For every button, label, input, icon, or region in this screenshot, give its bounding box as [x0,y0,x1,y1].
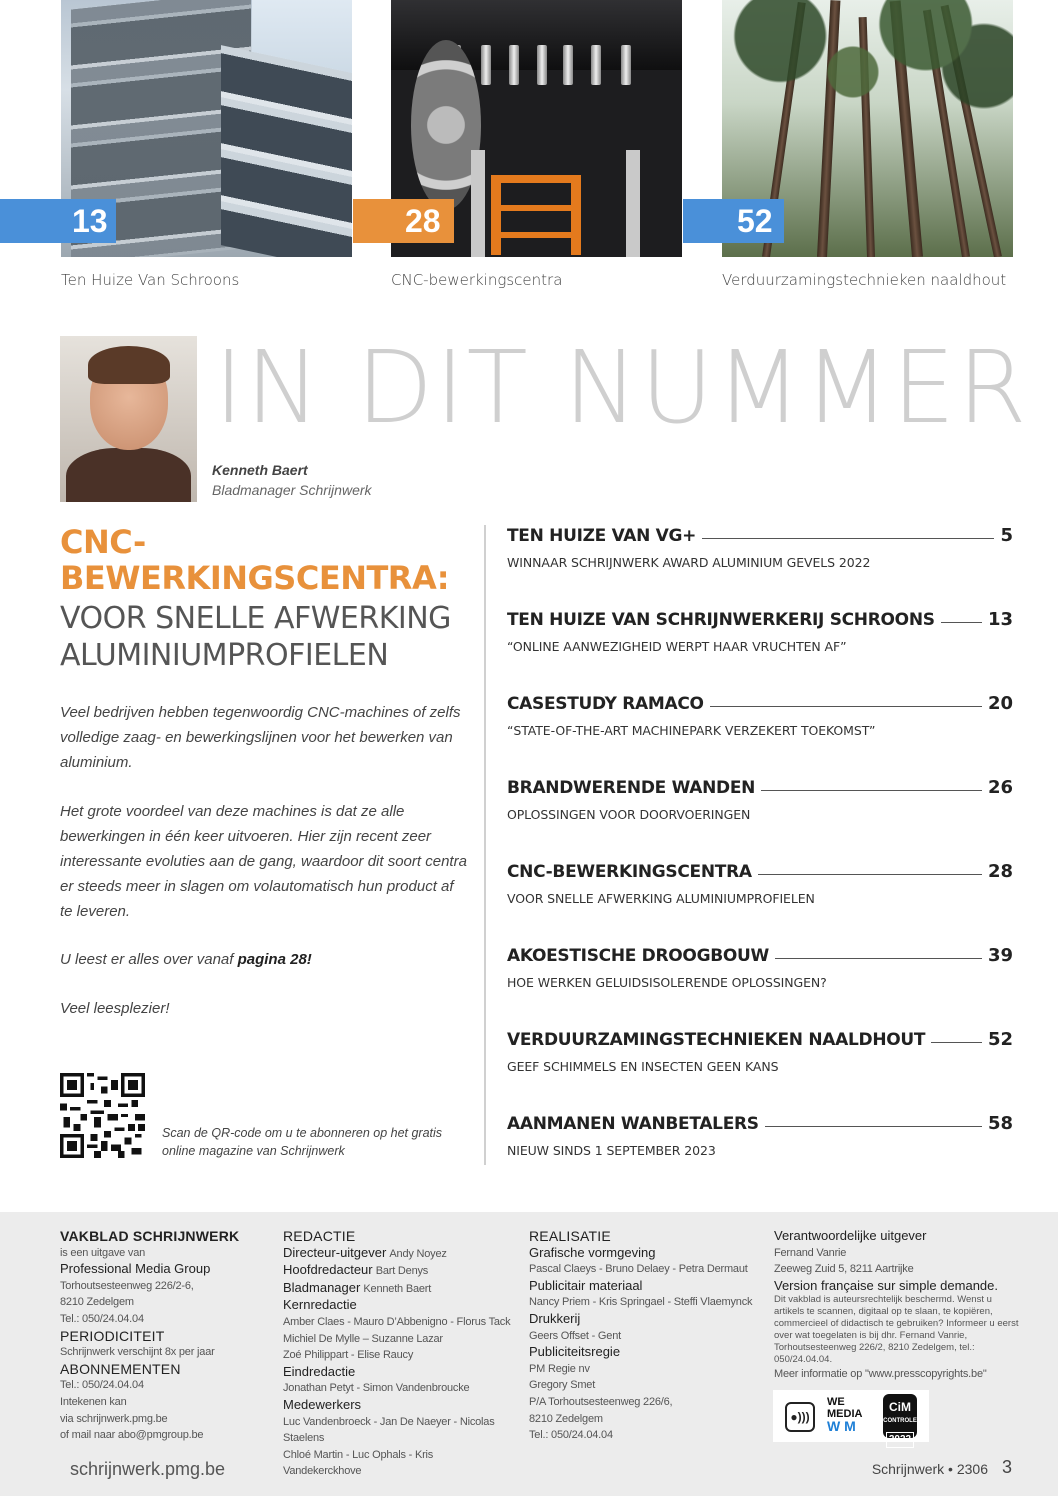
colophon-realisatie: REALISATIE Grafische vormgeving Pascal Claeys - Bruno Delaey - Petra Dermaut Publicitair materiaal Nancy Priem - Kris Springael - Steffi Vlaemynck Drukkerij Geers Offset - Gent Publiciteitsregie PM Regie nv Gregory Smet P/A Torhoutsesteenweg 226/6, 8210 Zedelgem Tel.: 050/24.04.04 [529,1228,753,1442]
feature-caption: Verduurzamingstechnieken naaldhout [722,271,1007,289]
page-badge: 28 [353,199,454,243]
page-title: IN DIT NUMMER [214,329,1029,446]
toc-title: BRANDWERENDE WANDEN [507,778,756,798]
toc-subtitle: “ONLINE AANWEZIGHEID WERPT HAAR VRUCHTEN AF” [507,639,847,654]
toc-page: 20 [987,693,1013,714]
toc-page: 52 [987,1029,1013,1050]
toc-page: 26 [987,777,1013,798]
page-number: 3 [1002,1457,1013,1477]
toc-entry[interactable] [507,945,1013,1005]
toc-entry[interactable] [507,1029,1013,1089]
toc-entry[interactable] [507,693,1013,753]
toc-page: 28 [987,861,1013,882]
colophon-redactie: REDACTIE Directeur-uitgever Andy Noyez Hoofdredacteur Bart Denys Bladmanager Kenneth Baert Kernredactie Amber Claes - Mauro D’Abbenigno - Florus Tack Michiel De Mylle – Suzanne Lazar Zoé Philippart - Elise Raucy Eindredactie Jonathan Petyt - Simon Vandenbroucke Medewerkers Luc Vandenbroeck - Jan De Naeyer - Nicolas Staelens Chloé Martin - Luc Ophals - Kris Vandekerckhove [283,1228,511,1478]
issue-label: Schrijnwerk • 2306 [871,1461,988,1477]
toc-entry[interactable] [507,525,1013,585]
lead-paragraph: Veel leesplezier! [60,1000,170,1017]
cim-logo: CiM CONTROLE 2022 [883,1394,917,1438]
colophon [0,1212,1058,1496]
toc-page: 39 [987,945,1013,966]
toc-title: CASESTUDY RAMACO [507,694,704,714]
toc-subtitle: VOOR SNELLE AFWERKING ALUMINIUMPROFIELEN [507,891,815,906]
toc-divider [484,525,486,1165]
toc-title: AANMANEN WANBETALERS [507,1114,759,1134]
toc-page: 58 [987,1113,1013,1134]
lead-subtitle: VOOR SNELLE AFWERKING ALUMINIUMPROFIELEN [60,601,451,673]
editor-name: Kenneth Baert [212,462,308,478]
toc-entry[interactable] [507,609,1013,669]
toc-page: 5 [1000,525,1013,546]
lead-paragraph: Veel bedrijven hebben tegenwoordig CNC-machines of zelfs volledige zaag- en bewerkingslijnen voor het bewerken van aluminium. [60,704,461,771]
toc-title: CNC-BEWERKINGSCENTRA [507,862,752,882]
toc-subtitle: NIEUW SINDS 1 SEPTEMBER 2023 [507,1143,716,1158]
editor-role: Bladmanager Schrijnwerk [212,482,372,498]
qr-caption: Scan de QR-code om u te abonneren op het gratis online magazine van Schrijnwerk [162,1126,443,1158]
page-link[interactable]: pagina 28! [237,951,312,968]
toc-title: TEN HUIZE VAN SCHRIJNWERKERIJ SCHROONS [507,610,935,630]
qr-code[interactable] [60,1073,145,1158]
toc-page: 13 [987,609,1013,630]
feature-caption: Ten Huize Van Schroons [61,271,240,289]
toc-subtitle: WINNAAR SCHRIJNWERK AWARD ALUMINIUM GEVELS 2022 [507,555,871,570]
toc-entry[interactable] [507,1113,1013,1173]
editor-portrait [60,336,197,502]
toc-subtitle: GEEF SCHIMMELS EN INSECTEN GEEN KANS [507,1059,779,1074]
lead-paragraph: Het grote voordeel van deze machines is dat ze alle bewerkingen in één keer uitvoeren. Hier zijn recent zeer interessante evoluties aan de gang, waardoor dit soort centra er steeds meer in slagen om volautomatisch hun product af te leveren. [60,803,467,920]
website-link[interactable]: schrijnwerk.pmg.be [70,1459,226,1479]
page-badge: 52 [683,199,784,243]
toc-subtitle: “STATE-OF-THE-ART MACHINEPARK VERZEKERT TOEKOMST” [507,723,876,738]
partner-logos [773,1390,929,1445]
lead-paragraph: U leest er alles over vanaf pagina 28! [60,951,312,968]
we-media-logo: WE MEDIA W M [827,1396,863,1434]
feature-caption: CNC-bewerkingscentra [391,271,563,289]
toc-subtitle: OPLOSSINGEN VOOR DOORVOERINGEN [507,807,751,822]
colophon-uitgever: Verantwoordelijke uitgever Fernand Vanrie Zeeweg Zuid 5, 8211 Aartrijke Version française sur simple demande. Dit vakblad is auteursrechtelijk beschermd. Wenst u artikels te scannen, digitaal op te slaan, te kopiëren, commercieel of didactisch te gebruiken? Informeer u eerst over wat toegelaten is bij dhr. Fernand Vanrie, Torhoutsesteenweg 226/2, 8210 Zedelgem, tel.: 050/24.04.04. Meer informatie op "www.presscopyrights.be" [774,1228,1019,1381]
toc-entry[interactable] [507,861,1013,921]
audio-logo-icon: ●))) [785,1402,815,1432]
toc-title: VERDUURZAMINGSTECHNIEKEN NAALDHOUT [507,1030,926,1050]
toc-entry[interactable] [507,777,1013,837]
toc-title: TEN HUIZE VAN VG+ [507,526,697,546]
colophon-publisher: VAKBLAD SCHRIJNWERK is een uitgave van Professional Media Group Torhoutsesteenweg 226/2-6, 8210 Zedelgem Tel.: 050/24.04.04 PERIODICITEIT Schrijnwerk verschijnt 8x per jaar ABONNEMENTEN Tel.: 050/24.04.04 Intekenen kan via schrijnwerk.pmg.be of mail naar abo@pmgroup.be [60,1228,240,1442]
toc-subtitle: HOE WERKEN GELUIDSISOLERENDE OPLOSSINGEN? [507,975,827,990]
page-badge: 13 [0,199,116,243]
toc-title: AKOESTISCHE DROOGBOUW [507,946,769,966]
lead-title: CNC- BEWERKINGSCENTRA: [60,523,450,597]
